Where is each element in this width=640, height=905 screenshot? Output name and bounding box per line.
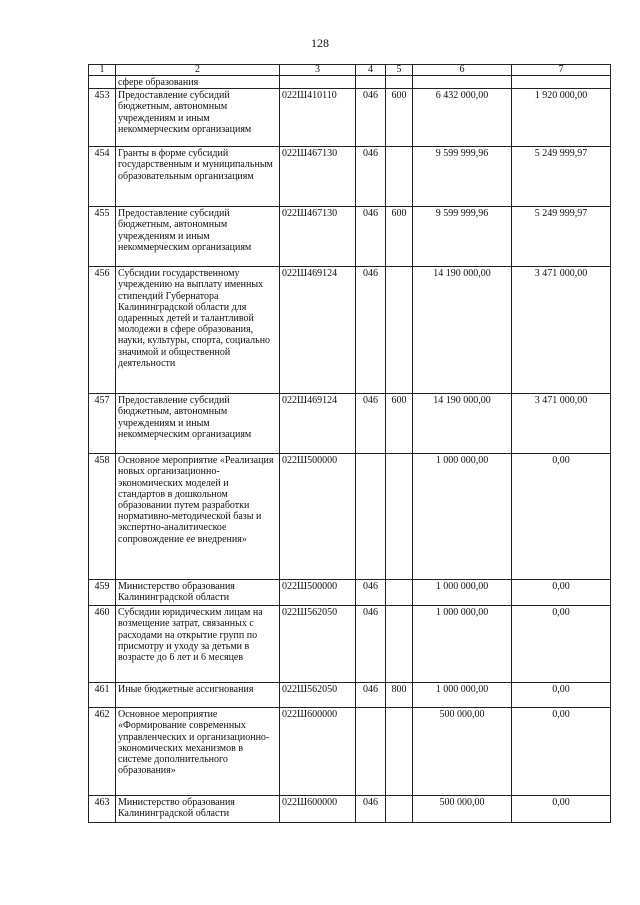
row-col5 bbox=[386, 267, 413, 394]
row-name: Предоставление субсидий бюджетным, автономным учреждениям и иным некоммерческим организациям bbox=[116, 207, 280, 267]
column-header: 2 bbox=[116, 65, 280, 76]
row-col5 bbox=[386, 580, 413, 606]
row-amount-6: 14 190 000,00 bbox=[413, 267, 512, 394]
row-name: Основное мероприятие «Реализация новых организационно-экономических моделей и стандартов в дошкольном образовании путем разработки нормативно-методической базы и экспертно-аналитическое сопровождение ее внедрения» bbox=[116, 454, 280, 580]
row-number: 459 bbox=[89, 580, 116, 606]
row-code: 022Ш469124 bbox=[280, 267, 356, 394]
row-name: Субсидии юридическим лицам на возмещение затрат, связанных с расходами на открытие групп по присмотру и уходу за детьми в возрасте до 6 лет и 6 месяцев bbox=[116, 606, 280, 683]
table-row bbox=[89, 207, 611, 267]
row-col5 bbox=[386, 606, 413, 683]
row-col4: 046 bbox=[356, 394, 386, 454]
row-code: 022Ш469124 bbox=[280, 394, 356, 454]
column-header: 4 bbox=[356, 65, 386, 76]
row-name: Предоставление субсидий бюджетным, автономным учреждениям и иным некоммерческим организациям bbox=[116, 89, 280, 147]
row-amount-7: 5 249 999,97 bbox=[512, 207, 611, 267]
row-amount-6: 500 000,00 bbox=[413, 796, 512, 823]
row-amount-6: 9 599 999,96 bbox=[413, 207, 512, 267]
row-col4: 046 bbox=[356, 580, 386, 606]
table-row bbox=[89, 580, 611, 606]
row-amount-7: 0,00 bbox=[512, 796, 611, 823]
row-code: 022Ш467130 bbox=[280, 147, 356, 207]
row-name: Основное мероприятие «Формирование современных управленческих и организационно-экономических механизмов в системе дополнительного образования» bbox=[116, 708, 280, 796]
row-number: 455 bbox=[89, 207, 116, 267]
column-header: 5 bbox=[386, 65, 413, 76]
table-row bbox=[89, 683, 611, 708]
page-number: 128 bbox=[311, 36, 329, 50]
table-row bbox=[89, 606, 611, 683]
row-amount-6: 14 190 000,00 bbox=[413, 394, 512, 454]
row-number: 454 bbox=[89, 147, 116, 207]
row-name: Министерство образования Калининградской области bbox=[116, 580, 280, 606]
row-amount-6: 500 000,00 bbox=[413, 708, 512, 796]
row-amount-7: 5 249 999,97 bbox=[512, 147, 611, 207]
row-col5 bbox=[386, 796, 413, 823]
row-code: 022Ш562050 bbox=[280, 606, 356, 683]
table-row bbox=[89, 796, 611, 823]
row-col4: 046 bbox=[356, 796, 386, 823]
row-amount-7: 3 471 000,00 bbox=[512, 394, 611, 454]
row-amount-6: 1 000 000,00 bbox=[413, 580, 512, 606]
row-col4: 046 bbox=[356, 89, 386, 147]
row-col4 bbox=[356, 454, 386, 580]
row-col5: 600 bbox=[386, 207, 413, 267]
row-col4 bbox=[356, 708, 386, 796]
header-row bbox=[89, 65, 611, 76]
row-number: 460 bbox=[89, 606, 116, 683]
row-amount-7: 0,00 bbox=[512, 454, 611, 580]
row-amount-7: 0,00 bbox=[512, 683, 611, 708]
row-col5: 600 bbox=[386, 394, 413, 454]
row-code: 022Ш600000 bbox=[280, 796, 356, 823]
row-code: 022Ш600000 bbox=[280, 708, 356, 796]
row-amount-7: 1 920 000,00 bbox=[512, 89, 611, 147]
table-row bbox=[89, 454, 611, 580]
row-col5 bbox=[386, 454, 413, 580]
row-code: 022Ш410110 bbox=[280, 89, 356, 147]
row-number: 453 bbox=[89, 89, 116, 147]
table-row bbox=[89, 394, 611, 454]
continuation-row bbox=[89, 76, 611, 89]
continuation-text: сфере образования bbox=[116, 76, 280, 89]
column-header: 1 bbox=[89, 65, 116, 76]
row-col4: 046 bbox=[356, 207, 386, 267]
row-code: 022Ш500000 bbox=[280, 580, 356, 606]
table-row bbox=[89, 708, 611, 796]
row-name: Иные бюджетные ассигнования bbox=[116, 683, 280, 708]
row-number: 463 bbox=[89, 796, 116, 823]
row-name: Гранты в форме субсидий государственным и муниципальным образовательным организациям bbox=[116, 147, 280, 207]
row-amount-6: 6 432 000,00 bbox=[413, 89, 512, 147]
row-amount-7: 0,00 bbox=[512, 606, 611, 683]
row-amount-6: 1 000 000,00 bbox=[413, 606, 512, 683]
row-amount-7: 0,00 bbox=[512, 580, 611, 606]
row-col4: 046 bbox=[356, 147, 386, 207]
table-row bbox=[89, 89, 611, 147]
row-number: 461 bbox=[89, 683, 116, 708]
row-amount-7: 3 471 000,00 bbox=[512, 267, 611, 394]
row-name: Министерство образования Калининградской области bbox=[116, 796, 280, 823]
budget-table bbox=[88, 64, 611, 823]
column-header: 6 bbox=[413, 65, 512, 76]
row-amount-6: 9 599 999,96 bbox=[413, 147, 512, 207]
row-col5: 600 bbox=[386, 89, 413, 147]
row-code: 022Ш562050 bbox=[280, 683, 356, 708]
column-header: 7 bbox=[512, 65, 611, 76]
row-amount-7: 0,00 bbox=[512, 708, 611, 796]
row-col5 bbox=[386, 708, 413, 796]
table-row bbox=[89, 267, 611, 394]
row-col4: 046 bbox=[356, 683, 386, 708]
row-name: Субсидии государственному учреждению на выплату именных стипендий Губернатора Калининградской области для одаренных детей и талантливой молодежи в сфере образования, науки, культуры, спорта, социально значимой и общественной деятельности bbox=[116, 267, 280, 394]
row-number: 456 bbox=[89, 267, 116, 394]
row-col5: 800 bbox=[386, 683, 413, 708]
row-name: Предоставление субсидий бюджетным, автономным учреждениям и иным некоммерческим организациям bbox=[116, 394, 280, 454]
row-col4: 046 bbox=[356, 606, 386, 683]
row-amount-6: 1 000 000,00 bbox=[413, 454, 512, 580]
row-code: 022Ш467130 bbox=[280, 207, 356, 267]
column-header: 3 bbox=[280, 65, 356, 76]
row-col5 bbox=[386, 147, 413, 207]
row-number: 457 bbox=[89, 394, 116, 454]
row-col4: 046 bbox=[356, 267, 386, 394]
row-number: 462 bbox=[89, 708, 116, 796]
table-row bbox=[89, 147, 611, 207]
row-code: 022Ш500000 bbox=[280, 454, 356, 580]
row-amount-6: 1 000 000,00 bbox=[413, 683, 512, 708]
row-number: 458 bbox=[89, 454, 116, 580]
